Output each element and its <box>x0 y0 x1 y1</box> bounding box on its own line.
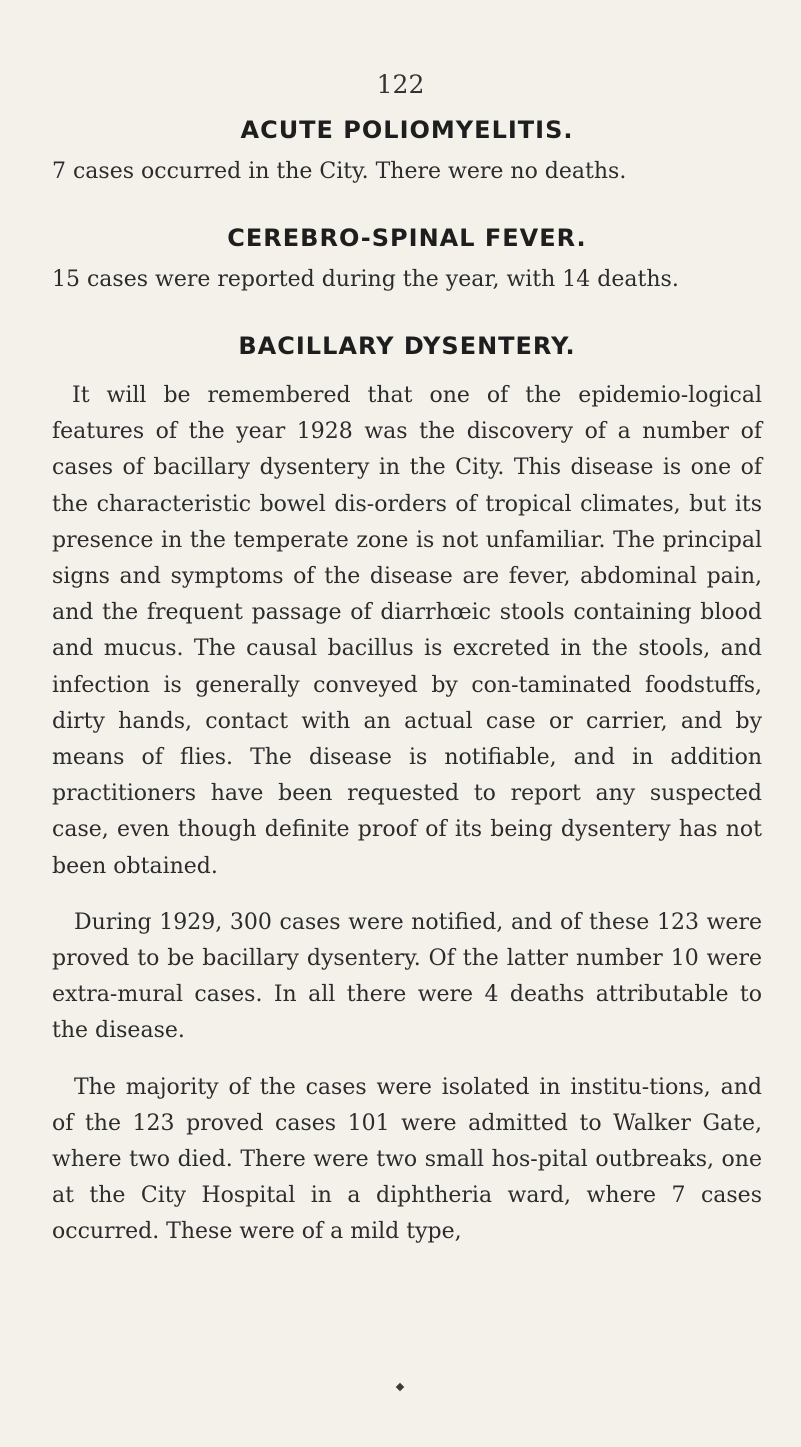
section-heading-bacillary-dysentery: BACILLARY DYSENTERY. <box>238 332 576 360</box>
acute-poliomyelitis-text: 7 cases occurred in the City. There were no deaths. <box>52 159 627 184</box>
cerebro-spinal-fever-text: 15 cases were reported during the year, with 14 deaths. <box>52 267 679 292</box>
dysentery-paragraph-2: During 1929, 300 cases were notified, and of these 123 were proved to be bacillary dysentery. Of the latter number 10 were extra-mural cases. In all there were 4 deaths attributable to the disease. <box>52 909 762 1044</box>
page-number: 122 <box>376 70 425 99</box>
dysentery-paragraph-1: It will be remembered that one of the epidemio-logical features of the year 1928 was the discovery of a number of cases of bacillary dysentery in the City. This disease is one of the characteristic bowel dis-orders of tropical climates, but its presence in the temperate zone is not unfamiliar. The principal signs and symptoms of the disease are fever, abdominal pain, and the frequent passage of diarrhœic stools containing blood and mucus. The causal bacillus is excreted in the stools, and infection is generally conveyed by con-taminated foodstuffs, dirty hands, contact with an actual case or carrier, and by means of flies. The disease is notifiable, and in addition practitioners have been requested to report any suspected case, even though definite proof of its being dysentery has not been obtained. <box>52 383 762 879</box>
dysentery-paragraph-3: The majority of the cases were isolated in institu-tions, and of the 123 proved cases 101 were admitted to Walker Gate, where two died. There were two small hos-pital outbreaks, one at the City Hospital in a diphtheria ward, where 7 cases occurred. These were of a mild type, <box>52 1074 762 1245</box>
section-heading-cerebro-spinal-fever: CEREBRO-SPINAL FEVER. <box>227 224 587 252</box>
page-content <box>52 112 762 1251</box>
section-heading-acute-poliomyelitis: ACUTE POLIOMYELITIS. <box>240 116 574 144</box>
printer-ornament <box>396 1383 404 1391</box>
